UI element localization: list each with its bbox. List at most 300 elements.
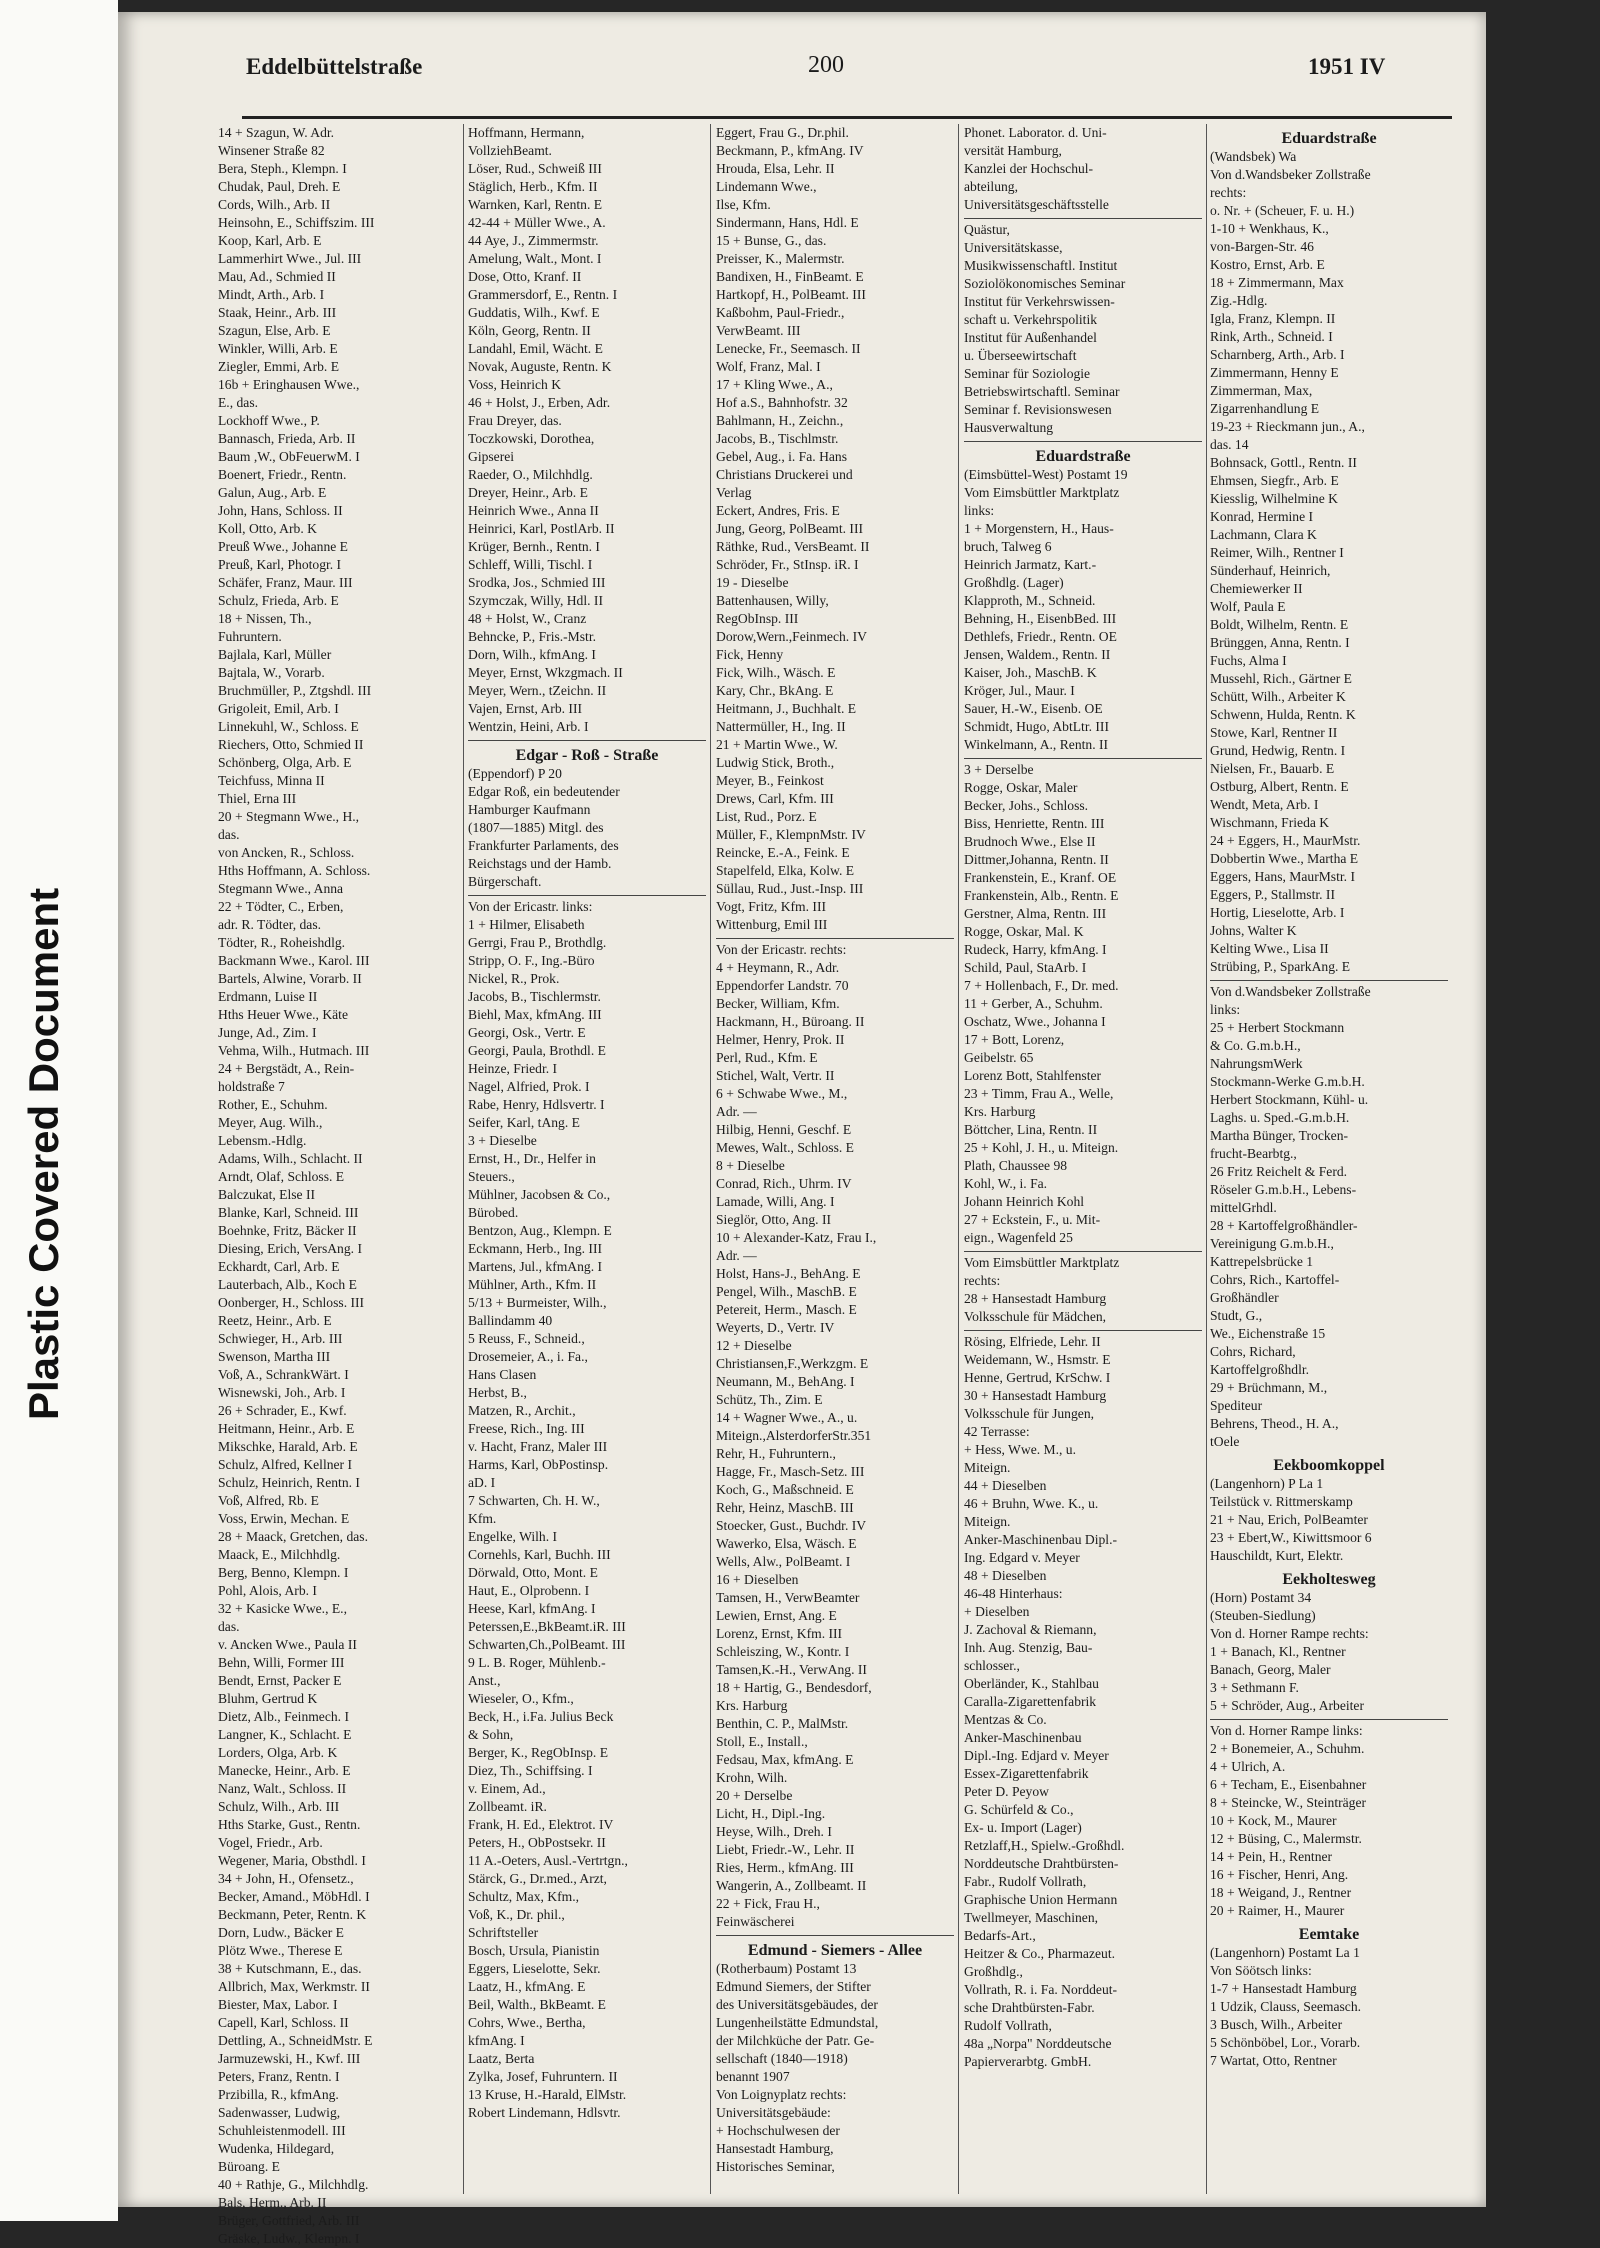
directory-entry: mittelGrhdl. [1210, 1200, 1277, 1215]
directory-entry: Fuhruntern. [218, 629, 282, 644]
directory-entry: Toczkowski, Dorothea, [468, 431, 595, 446]
directory-entry: Ries, Herm., kfmAng. III [716, 1860, 854, 1875]
directory-entry: von Ancken, R., Schloss. [218, 845, 355, 860]
left-margin-strip [0, 0, 118, 2221]
directory-entry: Krs. Harburg [964, 1104, 1036, 1119]
street-heading: Edmund - Siemers - Allee [747, 1942, 923, 1959]
directory-entry: v. Einem, Ad., [468, 1781, 546, 1796]
directory-entry: Rogge, Oskar, Mal. K [964, 924, 1084, 939]
column-divider [1206, 124, 1207, 2194]
directory-entry: 46-48 Hinterhaus: [964, 1586, 1063, 1601]
directory-entry: kfmAng. I [468, 2033, 525, 2048]
directory-entry: Wolf, Paula E [1210, 599, 1286, 614]
directory-entry: 5 + Schröder, Aug., Arbeiter [1210, 1698, 1364, 1713]
directory-entry: (Steuben-Siedlung) [1210, 1608, 1316, 1623]
directory-entry: Wells, Alw., PolBeamt. I [716, 1554, 851, 1569]
directory-entry: Müller, F., KlempnMstr. IV [716, 827, 866, 842]
directory-entry: Plötz Wwe., Therese E [218, 1943, 343, 1958]
directory-entry: Essex-Zigarettenfabrik [964, 1766, 1089, 1781]
directory-entry: Rink, Arth., Schneid. I [1210, 329, 1333, 344]
directory-entry: Hausverwaltung [964, 420, 1054, 435]
directory-entry: Stapelfeld, Elka, Kolw. E [716, 863, 855, 878]
directory-entry: u. Überseewirtschaft [964, 348, 1077, 363]
directory-entry: Ernst, H., Dr., Helfer in [468, 1151, 596, 1166]
directory-entry: Nielsen, Fr., Bauarb. E [1210, 761, 1335, 776]
directory-entry: Schleiszing, W., Kontr. I [716, 1644, 850, 1659]
directory-entry: Eggers, P., Stallmstr. II [1210, 887, 1335, 902]
directory-entry: Sauer, H.-W., Eisenb. OE [964, 701, 1103, 716]
directory-entry: (Langenhorn) P La 1 [1210, 1476, 1324, 1491]
directory-entry: eign., Wagenfeld 25 [964, 1230, 1073, 1245]
directory-entry: Maack, E., Milchhdlg. [218, 1547, 341, 1562]
directory-entry: Köln, Georg, Rentn. II [468, 323, 591, 338]
directory-entry: frucht-Bearbtg., [1210, 1146, 1297, 1161]
header-year-volume: 1951 IV [1308, 54, 1386, 79]
directory-entry: Großhdlg. (Lager) [964, 575, 1064, 590]
directory-entry: Nanz, Walt., Schloss. II [218, 1781, 347, 1796]
directory-entry: 1 + Banach, Kl., Rentner [1210, 1644, 1346, 1659]
directory-entry: Dobbertin Wwe., Martha E [1210, 851, 1359, 866]
directory-entry: Heinrich Wwe., Anna II [468, 503, 599, 518]
directory-entry: 14 + Wagner Wwe., A., u. [716, 1410, 858, 1425]
directory-entry: Biester, Max, Labor. I [218, 1997, 338, 2012]
directory-entry: Herbst, B., [468, 1385, 527, 1400]
directory-entry: Koch, G., Maßschneid. E [716, 1482, 854, 1497]
section-divider [1210, 980, 1448, 981]
directory-entry: Voss, Erwin, Mechan. E [218, 1511, 350, 1526]
directory-entry: Volksschule für Mädchen, [964, 1309, 1107, 1324]
directory-entry: List, Rud., Porz. E [716, 809, 817, 824]
directory-entry: Strübing, P., SparkAng. E [1210, 959, 1351, 974]
directory-entry: Krs. Harburg [716, 1698, 788, 1713]
directory-entry: Kelting Wwe., Lisa II [1210, 941, 1329, 956]
directory-entry: Behning, H., EisenbBed. III [964, 611, 1117, 626]
directory-entry: Adams, Wilh., Schlacht. II [218, 1151, 363, 1166]
directory-entry: Kary, Chr., BkAng. E [716, 683, 834, 698]
directory-entry: Krüger, Bernh., Rentn. I [468, 539, 600, 554]
directory-entry: Kaiser, Joh., MaschB. K [964, 665, 1097, 680]
directory-entry: Lorenz, Ernst, Kfm. III [716, 1626, 843, 1641]
directory-entry: Behncke, P., Fris.-Mstr. [468, 629, 597, 644]
directory-entry: Universitätskasse, [964, 240, 1063, 255]
directory-entry: 6 + Techam, E., Eisenbahner [1210, 1777, 1367, 1792]
directory-entry: 23 + Ebert,W., Kiwittsmoor 6 [1210, 1530, 1372, 1545]
directory-entry: Przibilla, R., kfmAng. [218, 2087, 339, 2102]
directory-entry: & Sohn, [468, 1727, 514, 1742]
directory-entry: Schulz, Frieda, Arb. E [218, 593, 339, 608]
directory-entry: Heyse, Wilh., Dreh. I [716, 1824, 832, 1839]
directory-entry: Hilbig, Henni, Geschf. E [716, 1122, 852, 1137]
directory-entry: Galun, Aug., Arb. E [218, 485, 327, 500]
directory-entry: Schwarten,Ch.,PolBeamt. III [468, 1637, 626, 1652]
directory-entry: Dettling, A., SchneidMstr. E [218, 2033, 373, 2048]
directory-entry: Bendt, Ernst, Packer E [218, 1673, 342, 1688]
directory-entry: Nickel, R., Prok. [468, 971, 560, 986]
directory-entry: Peter D. Peyow [964, 1784, 1049, 1799]
directory-entry: Lammerhirt Wwe., Jul. III [218, 251, 362, 266]
directory-entry: (Horn) Postamt 34 [1210, 1590, 1312, 1605]
directory-entry: Reichstags und der Hamb. [468, 856, 612, 871]
street-heading: Eekboomkoppel [1273, 1457, 1385, 1474]
directory-entry: Heinze, Friedr. I [468, 1061, 558, 1076]
directory-entry: Novak, Auguste, Rentn. K [468, 359, 612, 374]
directory-entry: Cohrs, Richard, [1210, 1344, 1296, 1359]
directory-entry: Battenhausen, Willy, [716, 593, 829, 608]
directory-entry: 11 + Gerber, A., Schuhm. [964, 996, 1103, 1011]
directory-entry: Jacobs, B., Tischlmstr. [716, 431, 839, 446]
directory-entry: 19-23 + Rieckmann jun., A., [1210, 419, 1365, 434]
directory-entry: Hartkopf, H., PolBeamt. III [716, 287, 866, 302]
directory-entry: Benthin, C. P., MalMstr. [716, 1716, 849, 1731]
directory-entry: Thiel, Erna III [218, 791, 297, 806]
directory-entry: Blanke, Karl, Schneid. III [218, 1205, 359, 1220]
directory-entry: Jacobs, B., Tischlermstr. [468, 989, 601, 1004]
directory-entry: Ehmsen, Siegfr., Arb. E [1210, 473, 1339, 488]
directory-entry: Von Loignyplatz rechts: [716, 2087, 847, 2102]
directory-entry: 1-7 + Hansestadt Hamburg [1210, 1981, 1357, 1996]
directory-entry: Berger, K., RegObInsp. E [468, 1745, 609, 1760]
directory-entry: Frau Dreyer, das. [468, 413, 562, 428]
directory-entry: sche Drahtbürsten-Fabr. [964, 2000, 1095, 2015]
directory-entry: Oberländer, K., Stahlbau [964, 1676, 1099, 1691]
directory-entry: Bera, Steph., Klempn. I [218, 161, 347, 176]
directory-entry: Vom Eimsbüttler Marktplatz [964, 485, 1120, 500]
directory-entry: Hths Starke, Gust., Rentn. [218, 1817, 361, 1832]
directory-entry: 1 + Hilmer, Elisabeth [468, 917, 585, 932]
directory-entry: RegObInsp. III [716, 611, 799, 626]
directory-entry: Dethlefs, Friedr., Rentn. OE [964, 629, 1117, 644]
directory-entry: Stoecker, Gust., Buchdr. IV [716, 1518, 867, 1533]
directory-entry: 15 + Bunse, G., das. [716, 233, 827, 248]
directory-entry: Seifer, Karl, tAng. E [468, 1115, 580, 1130]
directory-entry: Rudeck, Harry, kfmAng. I [964, 942, 1107, 957]
street-heading: Edgar - Roß - Straße [515, 747, 659, 764]
directory-entry: Musikwissenschaftl. Institut [964, 258, 1118, 273]
directory-entry: Allbrich, Max, Werkmstr. II [218, 1979, 370, 1994]
directory-entry: Voß, K., Dr. phil., [468, 1907, 565, 1922]
directory-entry: 16 + Dieselben [716, 1572, 799, 1587]
directory-entry: Christians Druckerei und [716, 467, 853, 482]
directory-entry: Hof a.S., Bahnhofstr. 32 [716, 395, 848, 410]
directory-entry: Laatz, H., kfmAng. E [468, 1979, 586, 1994]
directory-entry: (Rotherbaum) Postamt 13 [716, 1961, 857, 1976]
directory-entry: Junge, Ad., Zim. I [218, 1025, 317, 1040]
directory-entry: Tamsen,K.-H., VerwAng. II [716, 1662, 867, 1677]
directory-entry: 17 + Bott, Lorenz, [964, 1032, 1065, 1047]
directory-entry: Mikschke, Harald, Arb. E [218, 1439, 358, 1454]
directory-entry: Vereinigung G.m.b.H., [1210, 1236, 1334, 1251]
directory-entry: Bartels, Alwine, Vorarb. II [218, 971, 362, 986]
directory-page [118, 12, 1486, 2246]
directory-entry: Jensen, Waldem., Rentn. II [964, 647, 1111, 662]
directory-entry: Ludwig Stick, Broth., [716, 755, 835, 770]
directory-entry: Boldt, Wilhelm, Rentn. E [1210, 617, 1349, 632]
directory-entry: Winkelmann, A., Rentn. II [964, 737, 1109, 752]
directory-entry: Chemiewerker II [1210, 581, 1303, 596]
directory-entry: Stockmann-Werke G.m.b.H. [1210, 1074, 1365, 1089]
directory-entry: Retzlaff,H., Spielw.-Großhdl. [964, 1838, 1125, 1853]
directory-entry: Wentzin, Heini, Arb. I [468, 719, 589, 734]
column-1 [218, 124, 456, 2246]
directory-entry: J. Zachoval & Riemann, [964, 1622, 1097, 1637]
directory-entry: Anst., [468, 1673, 501, 1688]
directory-entry: (Wandsbek) Wa [1210, 149, 1297, 164]
directory-entry: Dittmer,Johanna, Rentn. II [964, 852, 1109, 867]
directory-entry: Fick, Wilh., Wäsch. E [716, 665, 836, 680]
directory-entry: Dorow,Wern.,Feinmech. IV [716, 629, 867, 644]
directory-entry: 12 + Dieselbe [716, 1338, 792, 1353]
directory-entry: 3 + Sethmann F. [1210, 1680, 1299, 1695]
directory-entry: das. [218, 827, 240, 842]
directory-entry: Szagun, Else, Arb. E [218, 323, 331, 338]
directory-entry: Inh. Aug. Stenzig, Bau- [964, 1640, 1093, 1655]
directory-entry: Stowe, Karl, Rentner II [1210, 725, 1338, 740]
directory-entry: 46 + Bruhn, Wwe. K., u. [964, 1496, 1099, 1511]
directory-entry: 48 + Holst, W., Cranz [468, 611, 587, 626]
directory-entry: Von der Ericastr. rechts: [716, 942, 847, 957]
directory-entry: Oschatz, Wwe., Johanna I [964, 1014, 1106, 1029]
directory-entry: Staak, Heinr., Arb. III [218, 305, 337, 320]
directory-entry: Betriebswirtschaftl. Seminar [964, 384, 1120, 399]
directory-entry: + Hess, Wwe. M., u. [964, 1442, 1077, 1457]
directory-entry: das. 14 [1210, 437, 1249, 452]
directory-entry: Pengel, Wilh., MaschB. E [716, 1284, 857, 1299]
directory-entry: Gebel, Aug., i. Fa. Hans [716, 449, 848, 464]
directory-entry: Schäfer, Franz, Maur. III [218, 575, 353, 590]
directory-entry: Brünggen, Anna, Rentn. I [1210, 635, 1350, 650]
directory-entry: Eggers, Hans, MaurMstr. I [1210, 869, 1355, 884]
directory-entry: 19 - Dieselbe [716, 575, 789, 590]
directory-entry: 8 + Steincke, W., Steinträger [1210, 1795, 1367, 1810]
directory-entry: Lauterbach, Alb., Koch E [218, 1277, 357, 1292]
directory-entry: Gräske, Ludw., Klempn. I [218, 2231, 360, 2246]
directory-entry: Schulz, Wilh., Arb. III [218, 1799, 340, 1814]
directory-entry: Hauschildt, Kurt, Elektr. [1210, 1548, 1344, 1563]
directory-entry: Petereit, Herm., Masch. E [716, 1302, 857, 1317]
directory-entry: Seminar f. Revisionswesen [964, 402, 1112, 417]
directory-entry: Fabr., Rudolf Vollrath, [964, 1874, 1087, 1889]
directory-entry: 27 + Eckstein, F., u. Mit- [964, 1212, 1101, 1227]
directory-entry: Engelke, Wilh. I [468, 1529, 558, 1544]
directory-entry: Seminar für Soziologie [964, 366, 1091, 381]
directory-entry: Voß, A., SchrankWärt. I [218, 1367, 349, 1382]
directory-entry: Voss, Heinrich K [468, 377, 562, 392]
directory-entry: Peterssen,E.,BkBeamt.iR. III [468, 1619, 626, 1634]
directory-entry: Sünderhauf, Heinrich, [1210, 563, 1331, 578]
directory-entry: Balczukat, Else II [218, 1187, 316, 1202]
directory-entry: Backmann Wwe., Karol. III [218, 953, 370, 968]
directory-entry: 26 + Schrader, E., Kwf. [218, 1403, 347, 1418]
directory-entry: Zimmermann, Henny E [1210, 365, 1339, 380]
header-rule [242, 116, 1452, 119]
directory-entry: Erdmann, Luise II [218, 989, 318, 1004]
directory-entry: G. Schürfeld & Co., [964, 1802, 1074, 1817]
directory-entry: 5/13 + Burmeister, Wilh., [468, 1295, 607, 1310]
directory-entry: Martens, Jul., kfmAng. I [468, 1259, 603, 1274]
directory-entry: Löser, Rud., Schweiß III [468, 161, 602, 176]
column-3 [716, 124, 954, 2199]
directory-entry: 34 + John, H., Ofensetz., [218, 1871, 354, 1886]
directory-entry: Srodka, Jos., Schmied III [468, 575, 606, 590]
directory-entry: 20 + Derselbe [716, 1788, 793, 1803]
directory-entry: Gerrgi, Frau P., Brothdlg. [468, 935, 607, 950]
directory-entry: Großhdlg., [964, 1964, 1023, 1979]
directory-entry: Reincke, E.-A., Feink. E [716, 845, 850, 860]
directory-entry: 48 + Dieselben [964, 1568, 1047, 1583]
directory-entry: & Co. G.m.b.H., [1210, 1038, 1301, 1053]
directory-entry: Schmidt, Hugo, AbtLtr. III [964, 719, 1109, 734]
directory-entry: John, Hans, Schloss. II [218, 503, 343, 518]
directory-entry: Johann Heinrich Kohl [964, 1194, 1085, 1209]
directory-entry: Miteign. [964, 1514, 1011, 1529]
directory-entry: Hortig, Lieselotte, Arb. I [1210, 905, 1345, 920]
directory-entry: + Dieselben [964, 1604, 1030, 1619]
directory-entry: 16b + Eringhausen Wwe., [218, 377, 360, 392]
directory-entry: Klapproth, M., Schneid. [964, 593, 1096, 608]
directory-entry: Dreyer, Heinr., Arb. E [468, 485, 588, 500]
directory-entry: Kohl, W., i. Fa. [964, 1176, 1048, 1191]
directory-entry: 7 + Hollenbach, F., Dr. med. [964, 978, 1119, 993]
directory-entry: Wieseler, O., Kfm., [468, 1691, 574, 1706]
directory-entry: Boehnke, Fritz, Bäcker II [218, 1223, 357, 1238]
directory-entry: Lebensm.-Hdlg. [218, 1133, 307, 1148]
directory-entry: Vogt, Fritz, Kfm. III [716, 899, 826, 914]
directory-entry: Heinsohn, E., Schiffszim. III [218, 215, 375, 230]
directory-entry: Bürgerschaft. [468, 874, 542, 889]
directory-entry: Laghs. u. Sped.-G.m.b.H. [1210, 1110, 1350, 1125]
directory-entry: Heese, Karl, kfmAng. I [468, 1601, 596, 1616]
directory-entry: Bals, Herm., Arb. II [218, 2195, 327, 2210]
directory-entry: Tödter, R., Roheishdlg. [218, 935, 346, 950]
directory-entry: Grund, Hedwig, Rentn. I [1210, 743, 1346, 758]
directory-entry: 48a „Norpa" Norddeutsche [964, 2036, 1112, 2051]
directory-entry: Brüger, Gottfried, Arb. III [218, 2213, 360, 2228]
directory-entry: 8 + Dieselbe [716, 1158, 785, 1173]
directory-entry: (Eimsbüttel-West) Postamt 19 [964, 467, 1128, 482]
directory-entry: Johns, Walter K [1210, 923, 1297, 938]
directory-entry: Kattrepelsbrücke 1 [1210, 1254, 1314, 1269]
street-heading: Eemtake [1298, 1926, 1360, 1943]
directory-entry: Wolf, Franz, Mal. I [716, 359, 821, 374]
directory-entry: Meyer, Aug. Wilh., [218, 1115, 323, 1130]
directory-entry: Zigarrenhandlung E [1210, 401, 1320, 416]
directory-entry: Wisnewski, Joh., Arb. I [218, 1385, 346, 1400]
directory-entry: (Langenhorn) Postamt La 1 [1210, 1945, 1360, 1960]
directory-entry: Papierverarbtg. GmbH. [964, 2054, 1092, 2069]
directory-entry: Wischmann, Frieda K [1210, 815, 1330, 830]
directory-entry: Sadenwasser, Ludwig, [218, 2105, 341, 2120]
directory-entry: Licht, H., Dipl.-Ing. [716, 1806, 826, 1821]
directory-entry: der Milchküche der Patr. Ge- [716, 2033, 875, 2048]
directory-entry: Weyerts, D., Vertr. IV [716, 1320, 835, 1335]
directory-entry: 22 + Fick, Frau H., [716, 1896, 820, 1911]
directory-entry: 6 + Schwabe Wwe., M., [716, 1086, 848, 1101]
directory-entry: Wudenka, Hildegard, [218, 2141, 335, 2156]
directory-entry: Arndt, Olaf, Schloss. E [218, 1169, 345, 1184]
directory-entry: Anker-Maschinenbau Dipl.- [964, 1532, 1117, 1547]
directory-entry: Vogel, Friedr., Arb. [218, 1835, 323, 1850]
directory-entry: Ballindamm 40 [468, 1313, 553, 1328]
directory-entry: 20 + Stegmann Wwe., H., [218, 809, 360, 824]
directory-entry: 30 + Hansestadt Hamburg [964, 1388, 1107, 1403]
directory-entry: Bosch, Ursula, Pianistin [468, 1943, 600, 1958]
directory-entry: Schleff, Willi, Tischl. I [468, 557, 593, 572]
directory-entry: Teilstück v. Rittmerskamp [1210, 1494, 1353, 1509]
directory-entry: 9 L. B. Roger, Mühlenb.- [468, 1655, 606, 1670]
directory-entry: Rudolf Vollrath, [964, 2018, 1052, 2033]
directory-entry: 25 + Kohl, J. H., u. Miteign. [964, 1140, 1119, 1155]
directory-entry: Sieglör, Otto, Ang. II [716, 1212, 831, 1227]
directory-entry: 1-10 + Wenkhaus, K., [1210, 221, 1329, 236]
directory-entry: 7 Schwarten, Ch. H. W., [468, 1493, 600, 1508]
directory-entry: VerwBeamt. III [716, 323, 801, 338]
directory-entry: 24 + Eggers, H., MaurMstr. [1210, 833, 1361, 848]
directory-entry: 3 + Dieselbe [468, 1133, 537, 1148]
directory-entry: Grammersdorf, E., Rentn. I [468, 287, 618, 302]
directory-entry: Zollbeamt. iR. [468, 1799, 547, 1814]
directory-entry: o. Nr. + (Scheuer, F. u. H.) [1210, 203, 1355, 218]
directory-entry: Ostburg, Albert, Rentn. E [1210, 779, 1349, 794]
directory-entry: Beckmann, Peter, Rentn. K [218, 1907, 367, 1922]
directory-entry: Lockhoff Wwe., P. [218, 413, 320, 428]
column-divider [710, 124, 711, 2194]
directory-entry: Hths Heuer Wwe., Käte [218, 1007, 348, 1022]
page-header [118, 12, 1486, 122]
directory-entry: Drews, Carl, Kfm. III [716, 791, 834, 806]
directory-entry: Krohn, Wilh. [716, 1770, 788, 1785]
directory-entry: Winkler, Willi, Arb. E [218, 341, 338, 356]
directory-entry: bruch, Talweg 6 [964, 539, 1052, 554]
directory-entry: Schild, Paul, StaArb. I [964, 960, 1087, 975]
directory-entry: Hans Clasen [468, 1367, 537, 1382]
directory-entry: Studt, G., [1210, 1308, 1263, 1323]
directory-entry: Brudnoch Wwe., Else II [964, 834, 1096, 849]
section-divider [716, 1935, 954, 1936]
directory-entry: Matzen, R., Archit., [468, 1403, 576, 1418]
directory-entry: Langner, K., Schlacht. E [218, 1727, 352, 1742]
directory-entry: Eckert, Andres, Fris. E [716, 503, 840, 518]
directory-entry: Heitmann, Heinr., Arb. E [218, 1421, 355, 1436]
directory-entry: Feinwäscherei [716, 1914, 795, 1929]
directory-entry: Stichel, Walt, Vertr. II [716, 1068, 835, 1083]
column-2 [468, 124, 706, 2199]
directory-entry: Dose, Otto, Kranf. II [468, 269, 582, 284]
street-heading: Eekholtesweg [1282, 1571, 1376, 1588]
directory-entry: Edgar Roß, ein bedeutender [468, 784, 620, 799]
directory-entry: Steuers., [468, 1169, 515, 1184]
directory-entry: schlosser., [964, 1658, 1020, 1673]
directory-entry: Fedsau, Max, kfmAng. E [716, 1752, 854, 1767]
directory-entry: Stäglich, Herb., Kfm. II [468, 179, 598, 194]
directory-entry: Frankenstein, Alb., Rentn. E [964, 888, 1119, 903]
directory-entry: 4 + Heymann, R., Adr. [716, 960, 840, 975]
directory-entry: Hackmann, H., Büroang. II [716, 1014, 865, 1029]
directory-entry: 12 + Büsing, C., Malermstr. [1210, 1831, 1362, 1846]
directory-entry: Lindemann Wwe., [716, 179, 817, 194]
directory-entry: Becker, William, Kfm. [716, 996, 840, 1011]
directory-entry: 25 + Herbert Stockmann [1210, 1020, 1345, 1035]
directory-entry: Freese, Rich., Ing. III [468, 1421, 585, 1436]
directory-entry: Preuß, Karl, Photogr. I [218, 557, 342, 572]
directory-entry: Bahlmann, H., Zeichn., [716, 413, 844, 428]
directory-entry: Linnekuhl, W., Schloss. E [218, 719, 359, 734]
directory-entry: 46 + Holst, J., Erben, Adr. [468, 395, 611, 410]
directory-entry: Berg, Benno, Klempn. I [218, 1565, 349, 1580]
section-divider [964, 441, 1202, 442]
directory-entry: Grigoleit, Emil, Arb. I [218, 701, 339, 716]
directory-entry: 42-44 + Müller Wwe., A. [468, 215, 606, 230]
directory-entry: NahrungsmWerk [1210, 1056, 1303, 1071]
